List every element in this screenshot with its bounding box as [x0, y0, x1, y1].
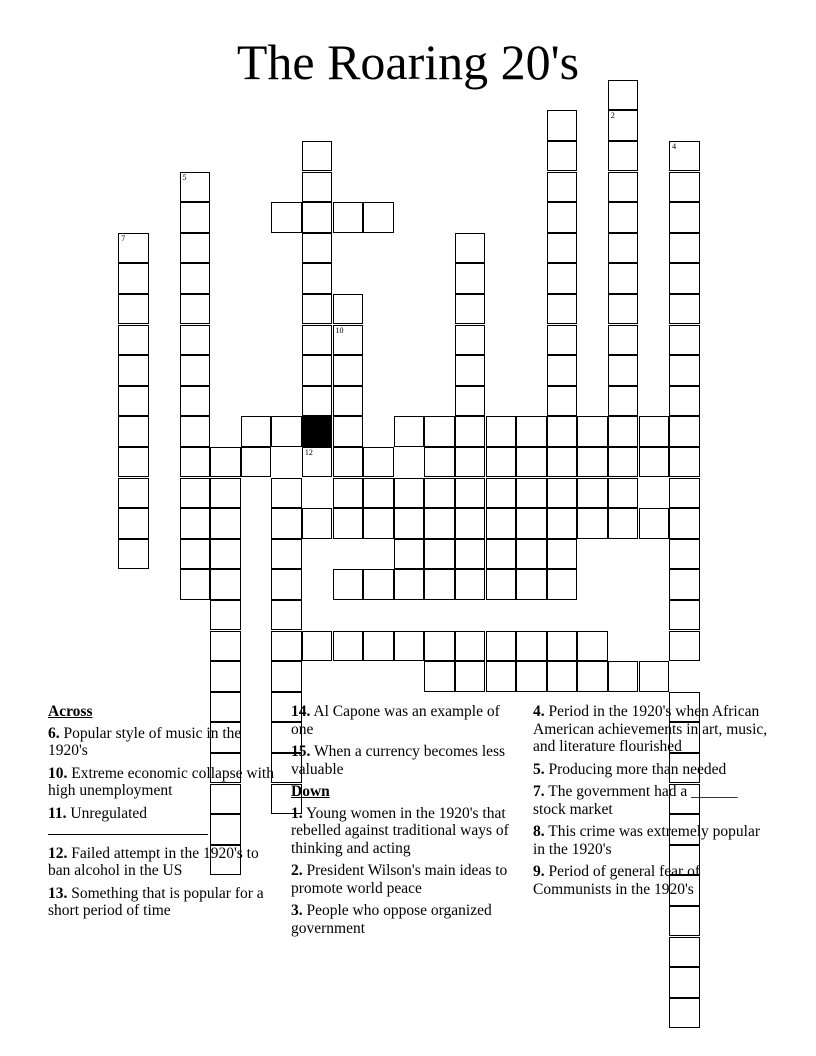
- grid-cell[interactable]: [608, 110, 639, 141]
- grid-cell[interactable]: [547, 661, 578, 692]
- grid-cell[interactable]: [363, 631, 394, 662]
- grid-cell[interactable]: [271, 569, 302, 600]
- clue-number: 7.: [533, 783, 545, 800]
- grid-cell[interactable]: [118, 294, 149, 325]
- grid-cell[interactable]: [547, 263, 578, 294]
- grid-cell[interactable]: [180, 263, 211, 294]
- grid-cell[interactable]: [271, 508, 302, 539]
- clues-column-3: [533, 703, 773, 903]
- grid-cell[interactable]: [547, 478, 578, 509]
- grid-cell[interactable]: [271, 202, 302, 233]
- clue-across-10: [48, 765, 278, 800]
- grid-cell[interactable]: [363, 569, 394, 600]
- clue-number: 2.: [291, 862, 303, 879]
- grid-cell[interactable]: [333, 447, 364, 478]
- grid-cell[interactable]: [363, 508, 394, 539]
- grid-cell[interactable]: [333, 478, 364, 509]
- grid-cell[interactable]: [180, 539, 211, 570]
- clue-text: Al Capone was an example of one: [291, 703, 500, 738]
- grid-cell[interactable]: [455, 416, 486, 447]
- grid-cell[interactable]: [516, 661, 547, 692]
- clue-across-11: [48, 805, 278, 840]
- grid-cell[interactable]: [333, 508, 364, 539]
- grid-cell[interactable]: [118, 233, 149, 264]
- clue-across-13: [48, 885, 278, 920]
- grid-cell[interactable]: [424, 661, 455, 692]
- grid-cell[interactable]: [577, 508, 608, 539]
- grid-cell[interactable]: [118, 386, 149, 417]
- clue-number-label: 7: [121, 233, 126, 243]
- grid-cell[interactable]: [302, 631, 333, 662]
- grid-cell[interactable]: [577, 478, 608, 509]
- grid-cell[interactable]: [608, 508, 639, 539]
- grid-cell[interactable]: [669, 233, 700, 264]
- grid-cell[interactable]: [180, 508, 211, 539]
- clue-number: 3.: [291, 902, 303, 919]
- grid-cell[interactable]: [608, 661, 639, 692]
- grid-cell[interactable]: [577, 631, 608, 662]
- grid-cell[interactable]: [455, 661, 486, 692]
- clue-across-15: [291, 743, 523, 778]
- grid-cell[interactable]: [669, 508, 700, 539]
- grid-cell[interactable]: [302, 202, 333, 233]
- clue-number: 15.: [291, 743, 311, 760]
- grid-cell[interactable]: [302, 447, 333, 478]
- grid-cell[interactable]: [669, 447, 700, 478]
- grid-cell[interactable]: [516, 416, 547, 447]
- clue-text: Something that is popular for a short period of time: [48, 884, 264, 919]
- grid-cell[interactable]: [608, 416, 639, 447]
- grid-cell[interactable]: [455, 263, 486, 294]
- clue-number: 1.: [291, 804, 303, 822]
- grid-cell[interactable]: [180, 202, 211, 233]
- grid-cell[interactable]: [608, 478, 639, 509]
- grid-cell[interactable]: [669, 172, 700, 203]
- grid-cell[interactable]: [302, 386, 333, 417]
- grid-cell[interactable]: [118, 447, 149, 478]
- grid-cell[interactable]: [516, 447, 547, 478]
- grid-cell[interactable]: [639, 416, 670, 447]
- grid-cell[interactable]: [669, 263, 700, 294]
- grid-cell[interactable]: [394, 508, 425, 539]
- grid-cell[interactable]: [180, 569, 211, 600]
- grid-cell[interactable]: [547, 325, 578, 356]
- grid-cell[interactable]: [271, 661, 302, 692]
- grid-cell[interactable]: [577, 447, 608, 478]
- grid-cell[interactable]: [210, 631, 241, 662]
- grid-cell[interactable]: [669, 355, 700, 386]
- grid-cell[interactable]: [639, 447, 670, 478]
- grid-cell[interactable]: [547, 141, 578, 172]
- grid-cell[interactable]: [118, 478, 149, 509]
- grid-cell[interactable]: [486, 447, 517, 478]
- grid-cell[interactable]: [333, 386, 364, 417]
- grid-cell[interactable]: [394, 631, 425, 662]
- clue-text: This crime was extremely popular in the 1920's: [533, 823, 760, 858]
- clue-text: Period of general fear of Communists in the 1920's: [533, 863, 700, 898]
- grid-cell[interactable]: [271, 416, 302, 447]
- grid-cell[interactable]: [547, 233, 578, 264]
- grid-cell[interactable]: [455, 386, 486, 417]
- grid-cell[interactable]: [424, 569, 455, 600]
- grid-cell[interactable]: [669, 202, 700, 233]
- grid-cell[interactable]: [516, 631, 547, 662]
- grid-cell[interactable]: [608, 172, 639, 203]
- grid-cell[interactable]: [424, 447, 455, 478]
- clue-text: Producing more than needed: [548, 760, 727, 778]
- grid-cell[interactable]: [180, 294, 211, 325]
- clue-text: Period in the 1920's when African American achievements in art, music, and literature flourished: [533, 703, 768, 755]
- grid-cell[interactable]: [608, 141, 639, 172]
- clue-text: When a currency becomes less valuable: [291, 743, 506, 778]
- grid-cell[interactable]: [271, 478, 302, 509]
- clue-number-label: 12: [304, 447, 313, 457]
- clue-down-8: [533, 823, 773, 858]
- clue-text: President Wilson's main ideas to promote world peace: [291, 862, 508, 897]
- clue-number: 8.: [533, 823, 545, 840]
- clue-down-1: [291, 805, 523, 858]
- clues-column-2: [291, 703, 523, 942]
- grid-cell[interactable]: [455, 569, 486, 600]
- grid-cell[interactable]: [608, 355, 639, 386]
- grid-cell[interactable]: [639, 508, 670, 539]
- grid-cell[interactable]: [271, 600, 302, 631]
- clue-across-14: [291, 703, 523, 738]
- grid-cell[interactable]: [455, 447, 486, 478]
- clue-number-label: 4: [672, 141, 677, 151]
- grid-cell[interactable]: [363, 478, 394, 509]
- clue-number: 6.: [48, 724, 60, 742]
- grid-cell[interactable]: [302, 325, 333, 356]
- grid-cell[interactable]: [210, 539, 241, 570]
- grid-cell[interactable]: [669, 937, 700, 968]
- grid-cell[interactable]: [333, 355, 364, 386]
- grid-cell[interactable]: [302, 294, 333, 325]
- grid-cell[interactable]: [577, 416, 608, 447]
- clue-number: 13.: [48, 884, 68, 902]
- clue-number-label: 5: [182, 172, 187, 182]
- grid-cell[interactable]: [333, 294, 364, 325]
- grid-cell[interactable]: [241, 416, 272, 447]
- grid-cell[interactable]: [547, 110, 578, 141]
- grid-cell[interactable]: [210, 661, 241, 692]
- grid-cell[interactable]: [547, 447, 578, 478]
- grid-cell[interactable]: [608, 233, 639, 264]
- black-square: [302, 416, 333, 447]
- grid-cell[interactable]: [394, 539, 425, 570]
- grid-cell[interactable]: [394, 478, 425, 509]
- clue-number: 9.: [533, 863, 545, 880]
- grid-cell[interactable]: [333, 416, 364, 447]
- clues-column-1: [48, 703, 278, 925]
- grid-cell[interactable]: [455, 478, 486, 509]
- clue-number-label: 10: [335, 325, 344, 335]
- grid-cell[interactable]: [210, 478, 241, 509]
- grid-cell[interactable]: [455, 355, 486, 386]
- clue-down-4: [533, 703, 773, 756]
- grid-cell[interactable]: [669, 416, 700, 447]
- grid-cell[interactable]: [424, 478, 455, 509]
- clue-number: 10.: [48, 764, 68, 782]
- grid-cell[interactable]: [118, 416, 149, 447]
- grid-cell[interactable]: [516, 508, 547, 539]
- grid-cell[interactable]: [302, 172, 333, 203]
- grid-cell[interactable]: [210, 569, 241, 600]
- grid-cell[interactable]: [302, 355, 333, 386]
- grid-cell[interactable]: [608, 80, 639, 111]
- clue-down-7: [533, 783, 773, 818]
- clue-down-2: [291, 862, 523, 897]
- grid-cell[interactable]: [669, 325, 700, 356]
- grid-cell[interactable]: [118, 325, 149, 356]
- clue-across-12: [48, 845, 278, 880]
- grid-cell[interactable]: [486, 569, 517, 600]
- grid-cell[interactable]: [424, 631, 455, 662]
- clue-text: Failed attempt in the 1920's to ban alcohol in the US: [48, 844, 259, 879]
- grid-cell[interactable]: [455, 325, 486, 356]
- clue-number: 4.: [533, 703, 545, 720]
- clue-number-label: 2: [610, 111, 615, 121]
- grid-cell[interactable]: [547, 386, 578, 417]
- grid-cell[interactable]: [333, 569, 364, 600]
- clue-down-9: [533, 863, 773, 898]
- clue-down-5: [533, 761, 773, 779]
- grid-cell[interactable]: [210, 508, 241, 539]
- grid-cell[interactable]: [118, 263, 149, 294]
- grid-cell[interactable]: [180, 478, 211, 509]
- grid-cell[interactable]: [424, 508, 455, 539]
- grid-cell[interactable]: [669, 906, 700, 937]
- grid-cell[interactable]: [669, 998, 700, 1029]
- grid-cell[interactable]: [302, 141, 333, 172]
- grid-cell[interactable]: [118, 508, 149, 539]
- grid-cell[interactable]: [302, 263, 333, 294]
- clue-number: 12.: [48, 844, 68, 862]
- grid-cell[interactable]: [241, 447, 272, 478]
- grid-cell[interactable]: [333, 631, 364, 662]
- grid-cell[interactable]: [669, 631, 700, 662]
- grid-cell[interactable]: [180, 325, 211, 356]
- grid-cell[interactable]: [394, 416, 425, 447]
- grid-cell[interactable]: [547, 539, 578, 570]
- grid-cell[interactable]: [608, 386, 639, 417]
- grid-cell[interactable]: [608, 325, 639, 356]
- grid-cell[interactable]: [516, 478, 547, 509]
- grid-cell[interactable]: [271, 539, 302, 570]
- grid-cell[interactable]: [180, 386, 211, 417]
- clue-down-3: [291, 902, 523, 937]
- grid-cell[interactable]: [577, 661, 608, 692]
- grid-cell[interactable]: [516, 539, 547, 570]
- grid-cell[interactable]: [180, 233, 211, 264]
- grid-cell[interactable]: [669, 386, 700, 417]
- grid-cell[interactable]: [455, 294, 486, 325]
- grid-cell[interactable]: [547, 172, 578, 203]
- across-heading: Across: [48, 703, 93, 720]
- grid-cell[interactable]: [118, 355, 149, 386]
- clue-text: Young women in the 1920's that rebelled against traditional ways of thinking and acting: [291, 804, 509, 857]
- grid-cell[interactable]: [180, 355, 211, 386]
- grid-cell[interactable]: [394, 569, 425, 600]
- grid-cell[interactable]: [486, 631, 517, 662]
- clue-across-6: [48, 725, 278, 760]
- grid-cell[interactable]: [333, 202, 364, 233]
- grid-cell[interactable]: [363, 447, 394, 478]
- grid-cell[interactable]: [486, 539, 517, 570]
- grid-cell[interactable]: [669, 569, 700, 600]
- grid-cell[interactable]: [118, 539, 149, 570]
- clue-text: The government had a ______ stock market: [533, 783, 738, 818]
- grid-cell[interactable]: [271, 631, 302, 662]
- grid-cell[interactable]: [180, 172, 211, 203]
- grid-cell[interactable]: [669, 478, 700, 509]
- grid-cell[interactable]: [210, 600, 241, 631]
- clue-text: Unregulated: [70, 804, 148, 822]
- grid-cell[interactable]: [669, 539, 700, 570]
- answer-line: [48, 822, 208, 835]
- grid-cell[interactable]: [455, 631, 486, 662]
- grid-cell[interactable]: [547, 631, 578, 662]
- grid-cell[interactable]: [486, 661, 517, 692]
- grid-cell[interactable]: [547, 294, 578, 325]
- clue-number: 14.: [291, 703, 311, 720]
- grid-cell[interactable]: [516, 569, 547, 600]
- grid-cell[interactable]: [302, 508, 333, 539]
- grid-cell[interactable]: [210, 447, 241, 478]
- grid-cell[interactable]: [424, 416, 455, 447]
- grid-cell[interactable]: [547, 202, 578, 233]
- grid-cell[interactable]: [363, 202, 394, 233]
- grid-cell[interactable]: [486, 508, 517, 539]
- down-heading: Down: [291, 783, 330, 800]
- grid-cell[interactable]: [455, 508, 486, 539]
- grid-cell[interactable]: [669, 141, 700, 172]
- grid-cell[interactable]: [669, 294, 700, 325]
- grid-cell[interactable]: [180, 416, 211, 447]
- grid-cell[interactable]: [547, 416, 578, 447]
- grid-cell[interactable]: [302, 233, 333, 264]
- grid-cell[interactable]: [333, 325, 364, 356]
- grid-cell[interactable]: [639, 661, 670, 692]
- grid-cell[interactable]: [547, 508, 578, 539]
- grid-cell[interactable]: [424, 539, 455, 570]
- clue-text: Popular style of music in the 1920's: [48, 724, 242, 759]
- grid-cell[interactable]: [608, 202, 639, 233]
- grid-cell[interactable]: [608, 263, 639, 294]
- grid-cell[interactable]: [486, 416, 517, 447]
- grid-cell[interactable]: [180, 447, 211, 478]
- grid-cell[interactable]: [486, 478, 517, 509]
- clue-text: Extreme economic collapse with high unemployment: [48, 764, 274, 799]
- grid-cell[interactable]: [608, 447, 639, 478]
- clue-text: People who oppose organized government: [291, 902, 492, 937]
- grid-cell[interactable]: [547, 355, 578, 386]
- grid-cell[interactable]: [547, 569, 578, 600]
- puzzle-title: The Roaring 20's: [236, 34, 580, 90]
- clue-number: 11.: [48, 804, 67, 822]
- grid-cell[interactable]: [608, 294, 639, 325]
- grid-cell[interactable]: [669, 600, 700, 631]
- grid-cell[interactable]: [455, 539, 486, 570]
- clue-number: 5.: [533, 760, 545, 778]
- grid-cell[interactable]: [455, 233, 486, 264]
- grid-cell[interactable]: [669, 967, 700, 998]
